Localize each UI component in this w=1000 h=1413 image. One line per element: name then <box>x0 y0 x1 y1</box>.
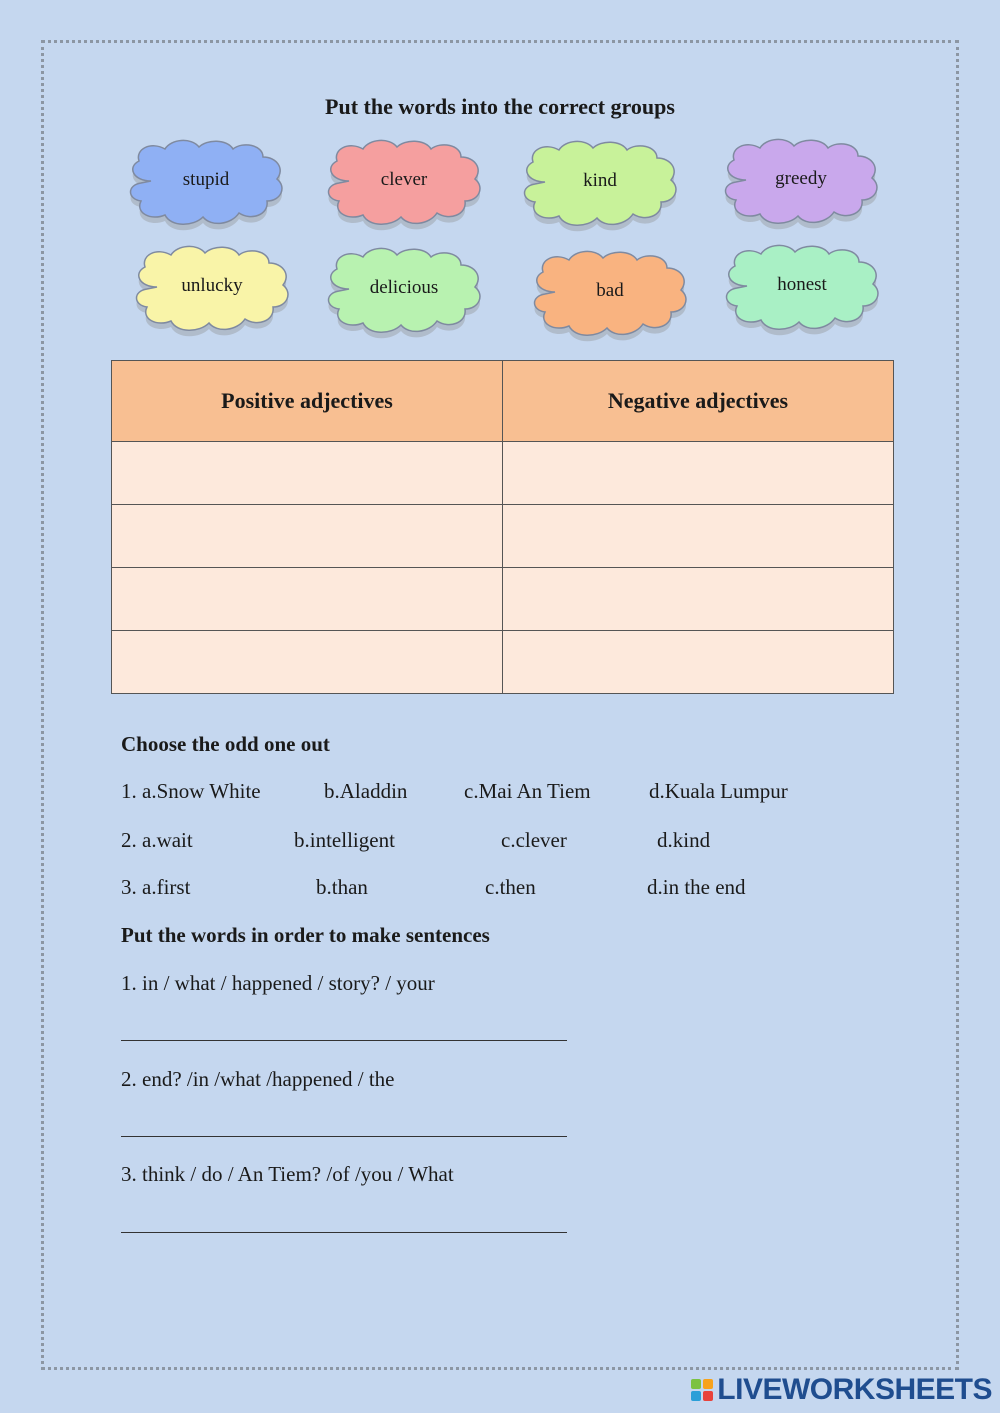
word-cloud-honest[interactable] <box>717 242 887 342</box>
liveworksheets-logo <box>691 1373 992 1407</box>
groups-title: Put the words into the correct groups <box>325 94 675 119</box>
cloud-word: kind <box>583 170 617 191</box>
negative-header: Negative adjectives <box>503 361 894 442</box>
answer-line-1[interactable] <box>121 1040 567 1041</box>
cloud-word: honest <box>777 274 827 295</box>
word-order-prompt-1: 1. in / what / happened / story? / your <box>121 971 435 995</box>
negative-drop-cell[interactable] <box>503 442 894 505</box>
option-d[interactable]: d.Kuala Lumpur <box>649 779 788 803</box>
option-a[interactable]: 3. a.first <box>121 875 191 899</box>
cloud-word: bad <box>596 280 624 301</box>
word-cloud-kind[interactable] <box>515 138 685 238</box>
option-b[interactable]: b.Aladdin <box>324 779 408 803</box>
negative-drop-cell[interactable] <box>503 568 894 631</box>
option-c[interactable]: c.then <box>485 875 536 899</box>
brand-text: LIVEWORKSHEETS <box>717 1373 992 1406</box>
word-order-prompt-3: 3. think / do / An Tiem? /of /you / What <box>121 1162 454 1186</box>
liveworksheets-logo-icon <box>691 1379 713 1401</box>
positive-drop-cell[interactable] <box>112 631 503 694</box>
option-c[interactable]: c.clever <box>501 828 567 852</box>
word-cloud-delicious[interactable] <box>319 245 489 345</box>
word-cloud-bad[interactable] <box>525 248 695 348</box>
negative-drop-cell[interactable] <box>503 631 894 694</box>
word-order-heading: Put the words in order to make sentences <box>121 923 490 947</box>
adjectives-table <box>111 360 894 694</box>
option-a[interactable]: 2. a.wait <box>121 828 193 852</box>
cloud-word: delicious <box>369 277 439 298</box>
cloud-word: greedy <box>775 168 827 189</box>
cloud-word: stupid <box>182 169 230 190</box>
negative-drop-cell[interactable] <box>503 505 894 568</box>
option-b[interactable]: b.intelligent <box>294 828 395 852</box>
answer-line-2[interactable] <box>121 1136 567 1137</box>
odd-one-out-heading: Choose the odd one out <box>121 732 330 756</box>
option-a[interactable]: 1. a.Snow White <box>121 779 261 803</box>
positive-header: Positive adjectives <box>112 361 503 442</box>
table-row <box>112 568 894 631</box>
word-cloud-greedy[interactable] <box>716 136 886 236</box>
option-c[interactable]: c.Mai An Tiem <box>464 779 591 803</box>
table-row <box>112 631 894 694</box>
table-row <box>112 505 894 568</box>
option-b[interactable]: b.than <box>316 875 368 899</box>
cloud-word: clever <box>380 169 428 190</box>
word-order-prompt-2: 2. end? /in /what /happened / the <box>121 1067 395 1091</box>
answer-line-3[interactable] <box>121 1232 567 1233</box>
cloud-word: unlucky <box>181 275 243 296</box>
option-d[interactable]: d.in the end <box>647 875 746 899</box>
positive-drop-cell[interactable] <box>112 442 503 505</box>
option-d[interactable]: d.kind <box>657 828 711 852</box>
word-cloud-unlucky[interactable] <box>127 243 297 343</box>
word-cloud-stupid[interactable] <box>121 137 291 237</box>
table-row <box>112 442 894 505</box>
positive-drop-cell[interactable] <box>112 505 503 568</box>
positive-drop-cell[interactable] <box>112 568 503 631</box>
word-cloud-clever[interactable] <box>319 137 489 237</box>
